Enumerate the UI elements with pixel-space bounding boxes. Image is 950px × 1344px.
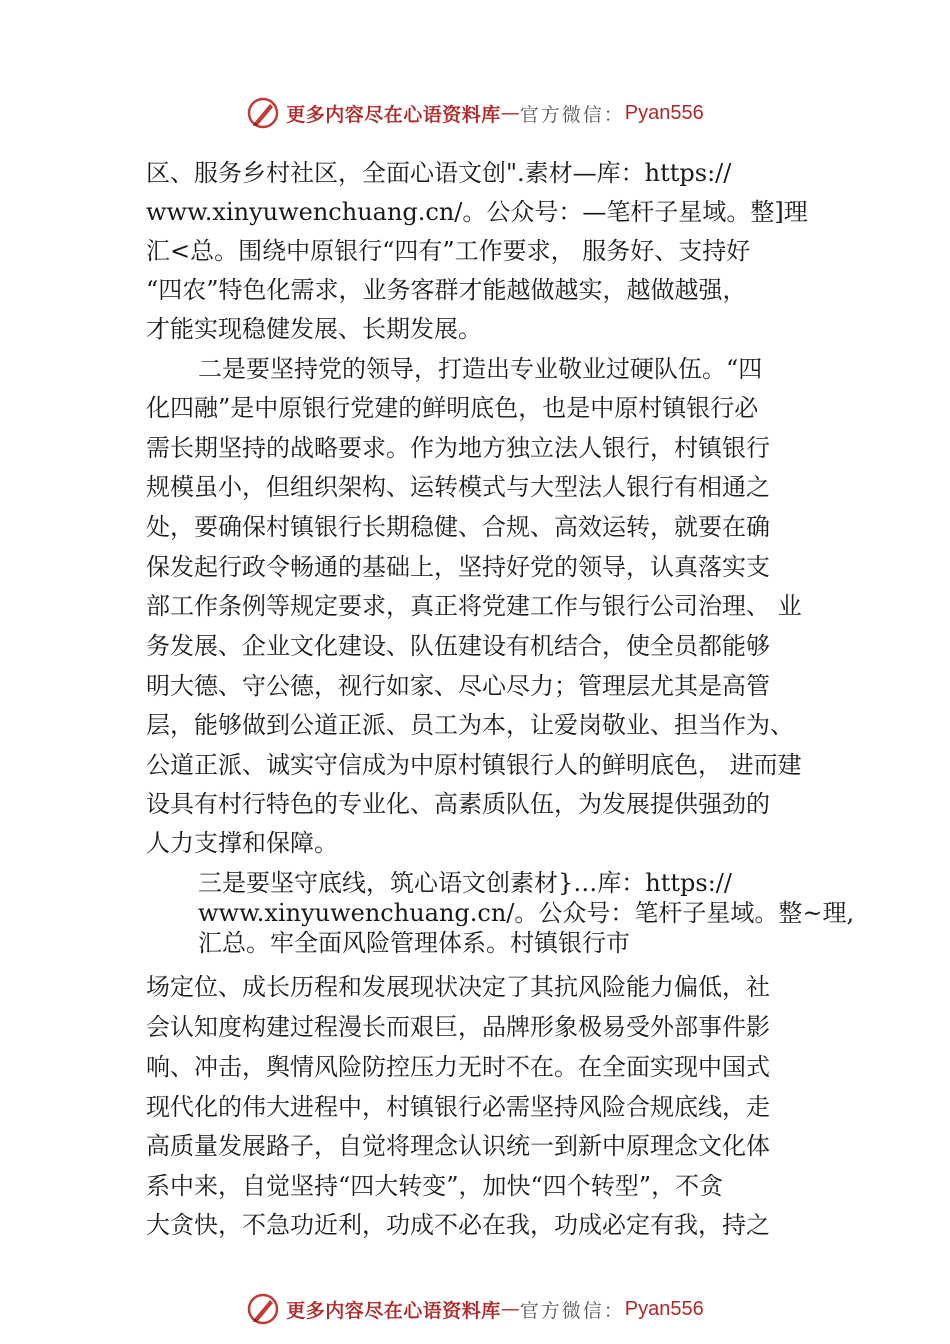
banner-subtitle: 官方微信： — [519, 1299, 625, 1322]
text-line: 高质量发展路子，自觉将理念认识统一到新中原理念文化体 — [146, 1132, 770, 1160]
text-line: 响、冲击，舆情风险防控压力无时不在。在全面实现中国式 — [146, 1053, 770, 1081]
text-line: “四农”特色化需求，业务客群才能越做越实，越做越强， — [146, 276, 747, 304]
text-line: 处，要确保村镇银行长期稳健、合规、高效运转，就要在确 — [146, 513, 770, 541]
text-line: 公道正派、诚实守信成为中原村镇银行人的鲜明底色， 进而建 — [146, 751, 802, 779]
banner-title: 更多内容尽在心语资料库 — [286, 1299, 501, 1322]
text-line: 现代化的伟大进程中，村镇银行必需坚持风险合规底线，走 — [146, 1093, 770, 1121]
text-line: 设具有村行特色的专业化、高素质队伍，为发展提供强劲的 — [146, 790, 770, 818]
text-line: 场定位、成长历程和发展现状决定了其抗风险能力偏低，社 — [146, 973, 770, 1001]
text-line: 汇<总。围绕中原银行“四有”工作要求， 服务好、支持好 — [146, 237, 751, 265]
banner-separator: — — [500, 1298, 520, 1320]
text-line: www.xinyuwenchuang.cn/。公众号：—笔杆子星域。整]理 — [146, 198, 808, 226]
text-line: 才能实现稳健发展、长期发展。 — [146, 315, 482, 343]
text-line: 明大德、守公德，视行如家、尽心尽力；管理层尤其是高管 — [146, 672, 770, 700]
text-line: 部工作条例等规定要求，真正将党建工作与银行公司治理、 业 — [146, 592, 802, 620]
banner-wechat-id: Pyan556 — [624, 1297, 704, 1320]
banner-subtitle: 官方微信： — [519, 103, 625, 126]
text-line: 化四融”是中原银行党建的鲜明底色，也是中原村镇银行必 — [146, 394, 759, 422]
footer-banner — [0, 1289, 950, 1329]
banner-title: 更多内容尽在心语资料库 — [286, 103, 501, 126]
text-line: 大贪快，不急功近利，功成不必在我，功成必定有我，持之 — [146, 1211, 770, 1239]
pen-logo-icon — [246, 1292, 280, 1326]
text-line: 汇总。牢全面风险管理体系。村镇银行市 — [198, 929, 630, 957]
text-line: 系中来，自觉坚持“四大转变”，加快“四个转型”，不贪 — [146, 1172, 724, 1200]
text-line: 规模虽小，但组织架构、运转模式与大型法人银行有相通之 — [146, 473, 770, 501]
banner-separator: — — [500, 102, 520, 124]
text-line: www.xinyuwenchuang.cn/。公众号：笔杆子星域。整~理, — [198, 899, 855, 927]
text-line: 三是要坚守底线，筑心语文创素材}…库：https:// — [198, 869, 732, 897]
text-line: 区、服务乡村社区，全面心语文创".素材—库：https:// — [146, 159, 732, 187]
text-line: 层，能够做到公道正派、员工为本，让爱岗敬业、担当作为、 — [146, 711, 794, 739]
text-line: 人力支撑和保障。 — [146, 829, 338, 857]
text-line: 务发展、企业文化建设、队伍建设有机结合，使全员都能够 — [146, 632, 770, 660]
text-line: 会认知度构建过程漫长而艰巨，品牌形象极易受外部事件影 — [146, 1013, 770, 1041]
text-line: 保发起行政令畅通的基础上，坚持好党的领导，认真落实支 — [146, 553, 770, 581]
text-line: 需长期坚持的战略要求。作为地方独立法人银行，村镇银行 — [146, 434, 770, 462]
text-line: 二是要坚持党的领导，打造出专业敬业过硬队伍。“四 — [198, 355, 763, 383]
banner-wechat-id: Pyan556 — [624, 101, 704, 124]
